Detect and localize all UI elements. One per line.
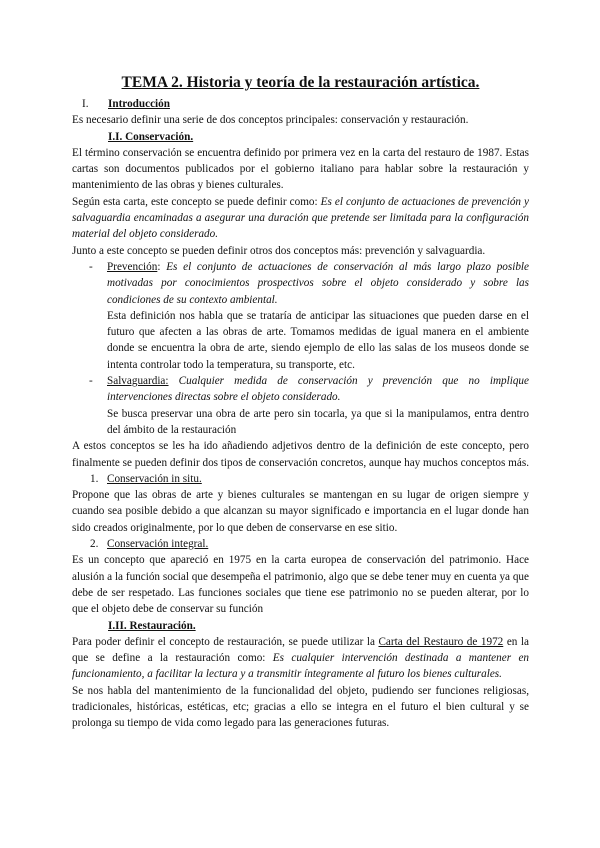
bullet-explanation: Se busca preservar una obra de arte pero sin tocarla, ya que si la manipulamos, entra dentro del ámbito de la restauración [107, 407, 529, 436]
bullet-definition [107, 373, 529, 406]
bullet-mark: - [89, 260, 93, 273]
bullet-item [72, 373, 529, 438]
item-number: 2. [90, 538, 99, 551]
bullet-separator [169, 375, 179, 387]
bullet-def: Cualquier medida de conservación y prevención que no implique intervenciones directas sobre el objeto considerado. [107, 375, 529, 404]
conservacion-paragraph-1: El término conservación se encuentra definido por primera vez en la carta del restauro de 1987. Estas cartas son documentos publicados por el gobierno italiano para hablar sobre la restauración y mantenimiento de las obras y bienes culturales. [72, 146, 529, 192]
bullet-separator: : [157, 260, 167, 273]
conservacion-paragraph-4: A estos conceptos se les ha ido añadiendo adjetivos dentro de la definición de este concepto, pero finalmente se pueden definir dos tipos de conservación concretos, aunque hay muchos conceptos más. [72, 440, 529, 469]
subsection-conservacion-heading: I.I. Conservación. [108, 130, 194, 143]
item-title: Conservación in situ. [107, 472, 202, 485]
bullet-mark: - [89, 375, 93, 388]
restauracion-paragraph-1 [72, 634, 529, 683]
bullet-item [72, 259, 529, 373]
conservacion-paragraph-3: Junto a este concepto se pueden definir otros dos conceptos más: prevención y salvaguardia. [72, 244, 486, 257]
numbered-item [72, 536, 529, 552]
mid-text: en la que se define a la restauración como: [72, 635, 529, 665]
lead-text: Para poder definir el concepto de restauración, se puede utilizar la [72, 635, 379, 648]
section-number: I. [82, 98, 89, 110]
conservacion-paragraph-2 [72, 194, 529, 243]
definition-text: Es cualquier intervención destinada a mantener en funcionamiento, a facilitar la lectura y a transmitir íntegramente al futuro los bienes culturales. [72, 652, 530, 681]
carta-reference: Carta del Restauro de 1972 [378, 635, 504, 648]
subsection-restauracion-heading: I.II. Restauración. [108, 619, 196, 632]
type-paragraph: Es un concepto que apareció en 1975 en la carta europea de conservación del patrimonio. Hace alusión a la función social que desempeña el patrimonio, algo que se debe tener muy en cuenta ya que debe de ser respetado. Las funciones sociales que tiene ese patrimonio no se pueden alterar, por lo que el objeto debe de conservar su función [72, 554, 529, 616]
section-title: Introducción [108, 98, 170, 110]
bullet-term: Salvaguardia: [107, 375, 169, 388]
intro-paragraph: Es necesario definir una serie de dos conceptos principales: conservación y restauración. [72, 114, 469, 127]
item-title: Conservación integral. [107, 538, 209, 551]
numbered-item [72, 471, 529, 487]
type-paragraph: Propone que las obras de arte y bienes culturales se mantengan en su lugar de origen siempre y cuando sea posible debido a que alcanzan su mayor significado e importancia en el lugar donde han sido creados originalmente, por lo que deben de conservarse en ese sitio. [72, 489, 529, 534]
item-number: 1. [90, 472, 99, 485]
bullet-definition [107, 259, 529, 308]
document-title: TEMA 2. Historia y teoría de la restauración artística. [121, 74, 480, 91]
definition-text: Es el conjunto de actuaciones de prevención y salvaguardia encaminadas a asegurar una duración que pretende ser limitada para la configuración material del objeto considerado. [72, 195, 530, 241]
document-page [72, 74, 529, 732]
bullet-term: Prevención [107, 260, 158, 273]
restauracion-paragraph-2: Se nos habla del mantenimiento de la funcionalidad del objeto, pudiendo ser funciones religiosas, tradicionales, históricas, estéticas, etc; gracias a ello se integra en el futuro el bien cultural y se prolonga su tiempo de vida como legado para las generaciones futuras. [72, 684, 529, 730]
bullet-explanation: Esta definición nos habla que se trataría de anticipar las situaciones que pueden darse en el futuro que afecten a las obras de arte. Tomamos medidas de igual manera en el ambiente donde se encuentra la obra de arte, siendo ejemplo de ello las salas de los museos donde se intenta controlar todo la temperatura, su transporte, etc. [107, 309, 529, 371]
lead-text: Según esta carta, este concepto se puede definir como: [72, 195, 321, 208]
section-intro-heading [82, 96, 529, 112]
bullet-def: Es el conjunto de actuaciones de conservación al más largo plazo posible motivadas por conocimientos prospectivos sobre el objeto considerado y sobre las condiciones de su contexto ambiental. [107, 260, 530, 306]
